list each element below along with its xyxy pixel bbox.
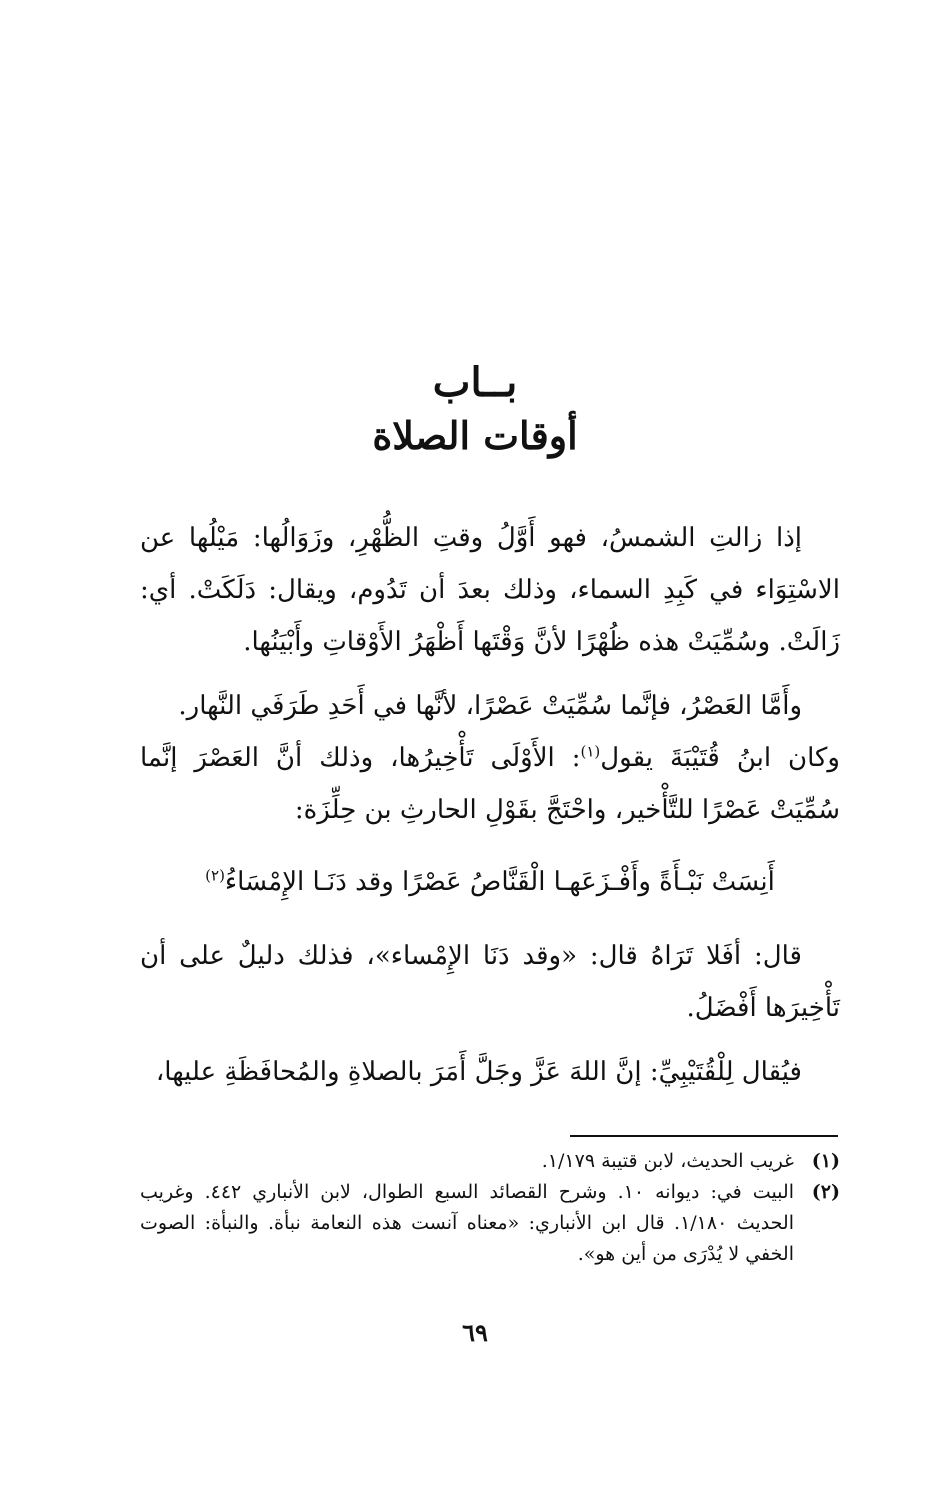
footnote-1: [140, 1146, 840, 1177]
footnote-divider: [570, 1135, 838, 1137]
footnote-2: [140, 1177, 840, 1270]
paragraph-3: [140, 732, 840, 836]
chapter-title: أوقات الصلاة: [372, 413, 578, 458]
poetry-verse: [140, 856, 840, 908]
paragraph-2: وأَمَّا العَصْرُ، فإنَّما سُمِّيَتْ عَصْرًا، لأنَّها في أَحَدِ طَرَفَي النَّهار.: [178, 691, 802, 721]
paragraph-5: فيُقال لِلْقُتَيْبِيِّ: إنَّ اللهَ عَزَّ وجَلَّ أَمَرَ بالصلاةِ والمُحافَظَةِ عليها،: [155, 1057, 802, 1087]
paragraph-3-end: : الأَوْلَى تَأْخِيرُها، وذلك أنَّ العَصْرَ إنَّما سُمِّيَتْ عَصْرًا للتَّأْخير، واحْتَجَّ بقَوْلِ الحارثِ بن حِلِّزَة:: [140, 743, 840, 825]
footnote-text: البيت في: ديوانه ١٠. وشرح القصائد السبع الطوال، لابن الأنباري ٤٤٢. وغريب الحديث ١/١٨٠. قال ابن الأنباري: «معناه آنست هذه النعامة نبأة. والنبأة: الصوت الخفي لا يُدْرَى من أين هو».: [140, 1181, 794, 1265]
footnote-ref-1: (١): [580, 742, 601, 761]
chapter-label: بــاب: [432, 359, 518, 406]
footnotes: [140, 1146, 840, 1270]
paragraph-1: إذا زالتِ الشمسُ، فهو أَوَّلُ وقتِ الظُّهْرِ، وزَوَالُها: مَيْلُها عن الاسْتِوَاء في كَبِدِ السماء، وذلك بعدَ أن تَدُوم، ويقال: دَلَكَتْ. أي: زَالَتْ. وسُمِّيَتْ هذه ظُهْرًا لأنَّ وَقْتَها أَظْهَرُ الأَوْقاتِ وأَبْيَنُها.: [140, 523, 840, 657]
verse-text: أَنِسَتْ نَبْـأَةً وأَفْـزَعَهـا الْقَنَّاصُ عَصْرًا وقد دَنَـا الإِمْسَاءُ: [224, 867, 775, 897]
paragraph-3-start: وكان ابنُ قُتَيْبَةَ يقول: [600, 743, 840, 773]
body-text: [140, 512, 840, 1098]
page-number: ٦٩: [462, 1318, 488, 1347]
paragraph-4: قال: أفَلا تَرَاهُ قال: «وقد دَنَا الإِمْساء»، فذلك دليلٌ على أن تَأْخِيرَها أَفْضَلُ.: [140, 941, 840, 1023]
footnote-number: (٢): [811, 1181, 840, 1203]
footnote-ref-2: (٢): [205, 866, 225, 885]
footnote-text: غريب الحديث، لابن قتيبة ١/١٧٩.: [541, 1150, 794, 1172]
footnote-number: (١): [811, 1150, 840, 1172]
